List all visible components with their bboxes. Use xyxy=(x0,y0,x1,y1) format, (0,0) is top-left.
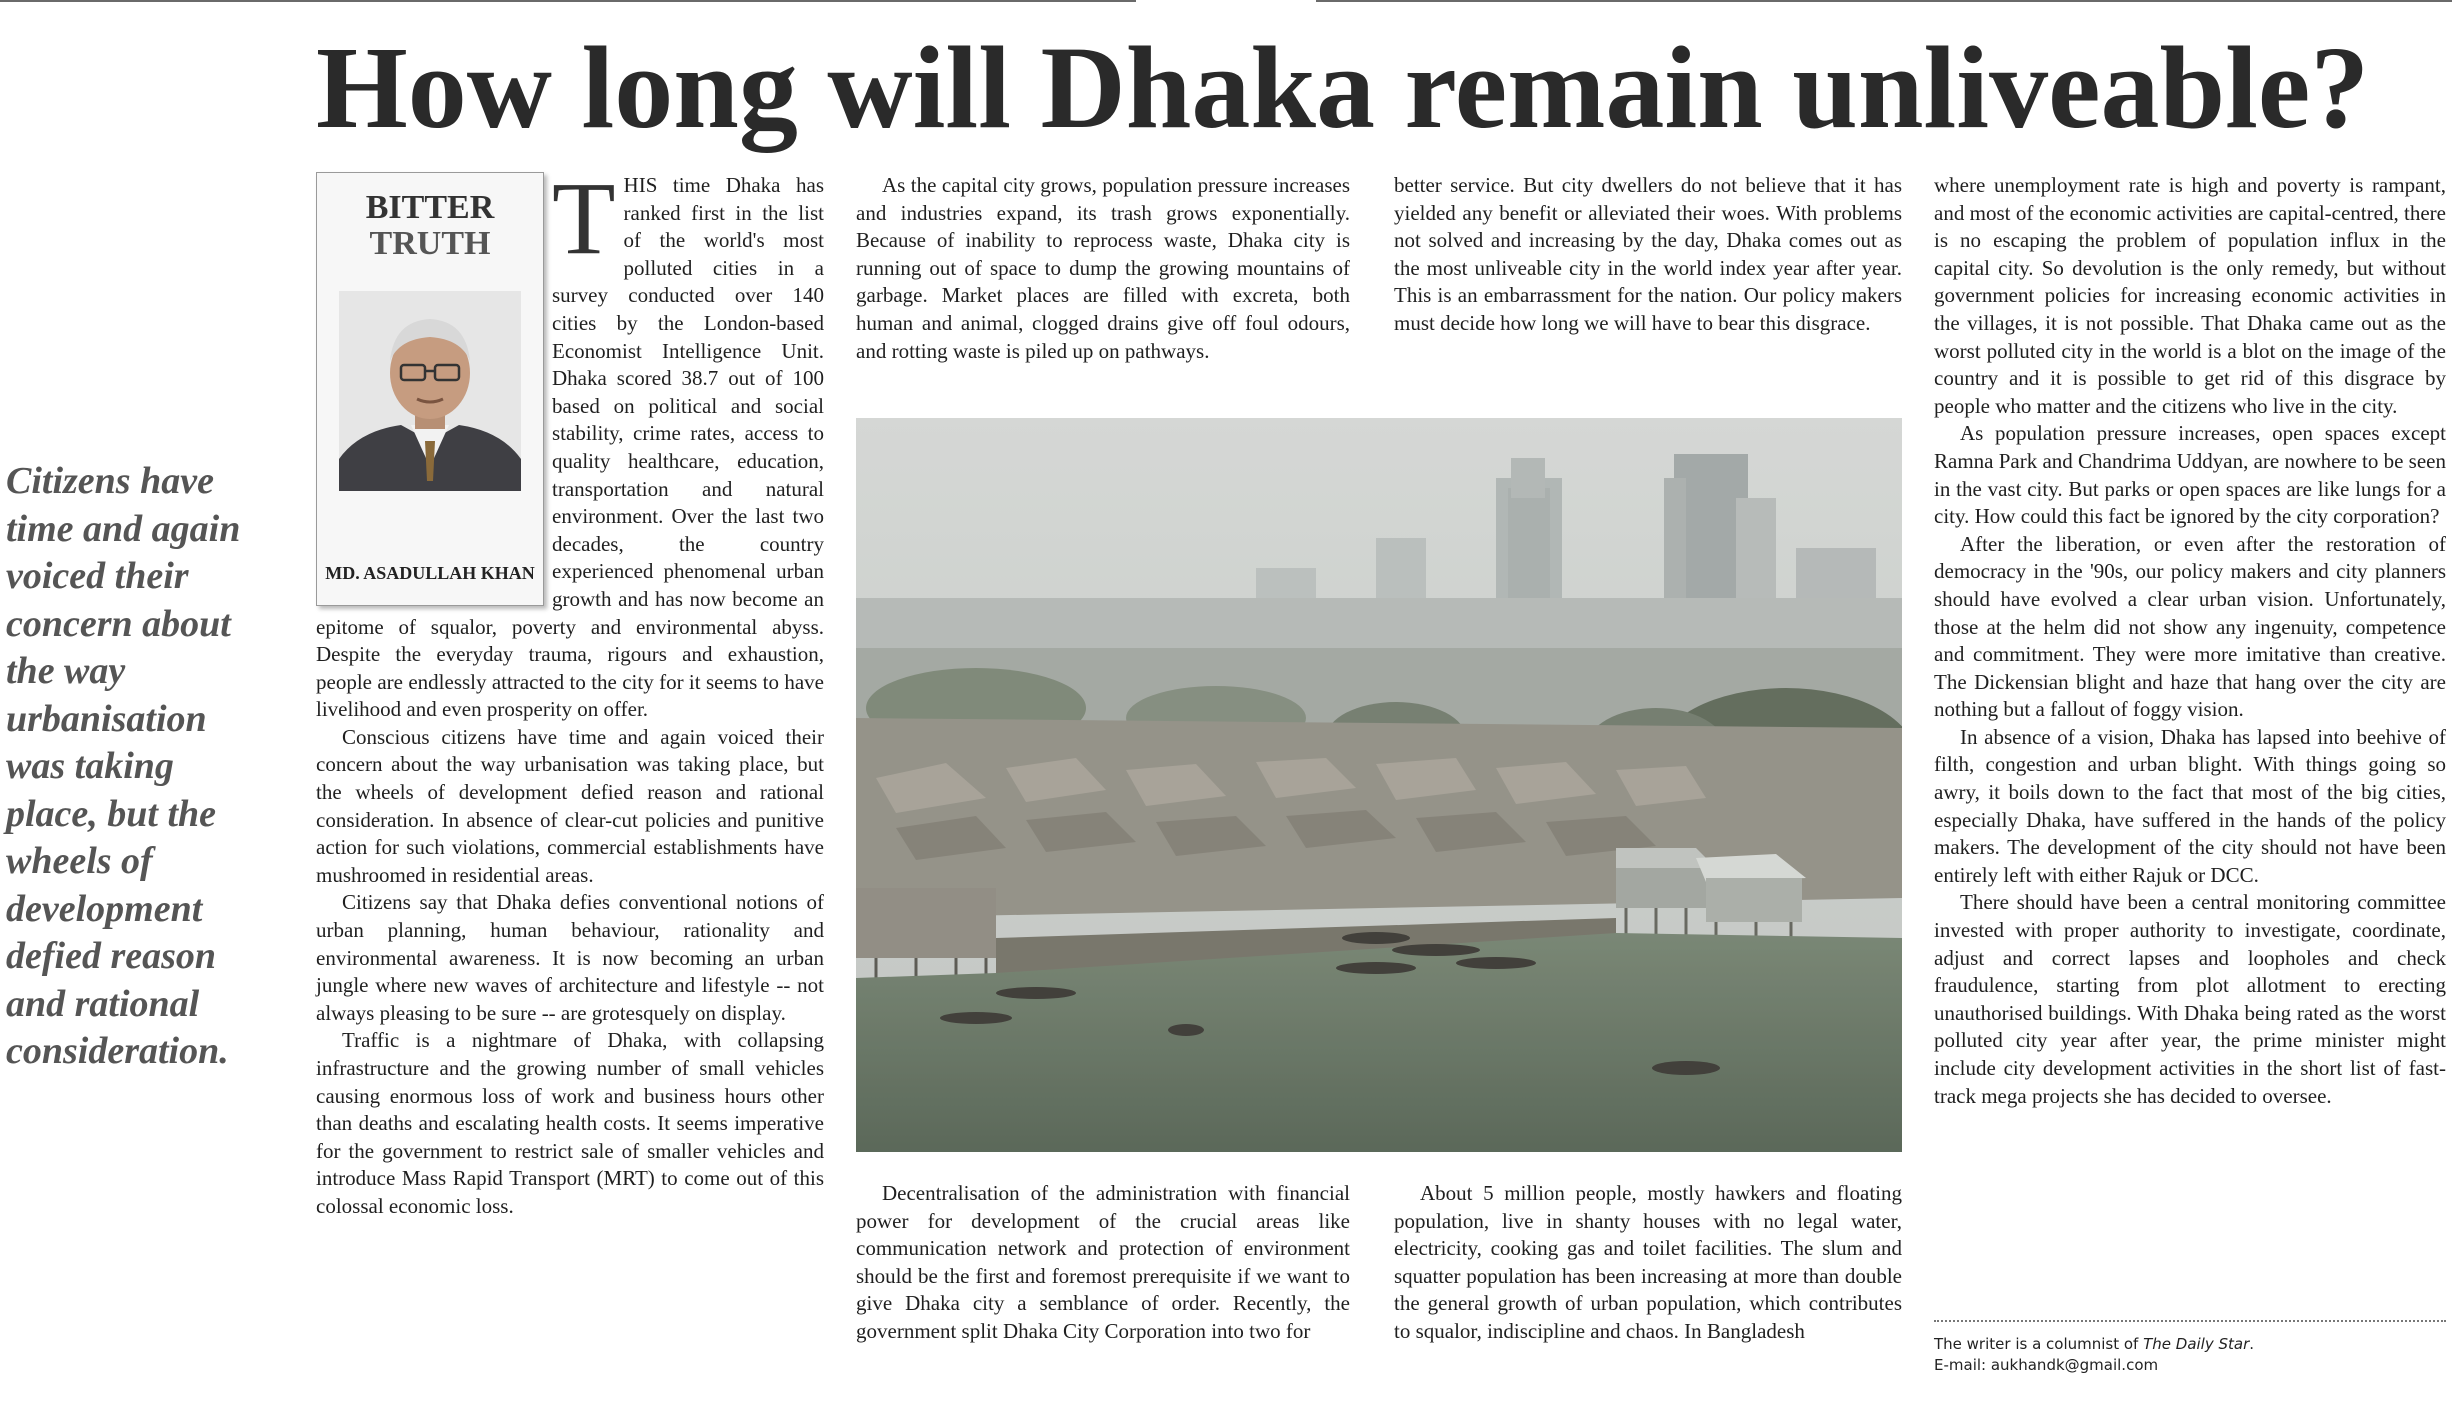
paragraph-13: There should have been a central monitoring committee invested with proper authority to investigate, coordinate, adjust and correct lapses and loopholes and check fraudulence, starting from plot allotment to erecting unauthorised buildings. With Dhaka being rated as the worst polluted city year after year, the prime minister might include city development activities in the short list of fast-track mega projects she has decided to oversee. xyxy=(1934,890,2446,1108)
author-name: MD. ASADULLAH KHAN xyxy=(325,563,535,583)
top-rule-left xyxy=(0,0,1136,2)
writer-credit xyxy=(1934,1334,2254,1355)
writer-credit-prefix: The writer is a columnist of xyxy=(1934,1335,2144,1353)
paragraph-2: Conscious citizens have time and again voiced their concern about the way urbanisation was taking place, but the wheels of development defied reason and rational consideration. In absence of clear-cut policies and punitive action for such violations, commercial establishments have mushroomed in residential areas. xyxy=(316,724,824,887)
headline: How long will Dhaka remain unliveable? xyxy=(316,22,2370,153)
article-column-2-bottom xyxy=(856,1180,1350,1346)
article-column-3 xyxy=(1394,172,1902,338)
column-byline-box xyxy=(316,172,544,606)
column-title-line-2: TRUTH xyxy=(369,225,491,262)
writer-email: E-mail: aukhandk@gmail.com xyxy=(1934,1356,2159,1374)
paragraph-10: As population pressure increases, open spaces except Ramna Park and Chandrima Uddyan, are nowhere to be seen in the vast city. But parks or open spaces are like lungs for a city. How could this fact be ignored by the city corporation? xyxy=(1934,421,2446,529)
paragraph-6: Decentralisation of the administration with financial power for development of the crucial areas like communication network and protection of environment should be the first and foremost prerequisite if we want to give Dhaka city a semblance of order. Recently, the government split Dhaka City Corporation into two for xyxy=(856,1181,1350,1343)
article-column-2 xyxy=(856,172,1350,365)
paragraph-4: Traffic is a nightmare of Dhaka, with collapsing infrastructure and the growing number of small vehicles causing enormous loss of work and business hours other than deaths and escalating health costs. It seems imperative for the government to restrict sale of smaller vehicles and introduce Mass Rapid Transport (MRT) to come out of this colossal economic loss. xyxy=(316,1028,824,1218)
paragraph-5: As the capital city grows, population pressure increases and industries expand, its trash grows exponentially. Because of inability to reprocess waste, Dhaka city is running out of space to dump the growing mountains of garbage. Market places are filled with excreta, both human and animal, clogged drains give off foul odours, and rotting waste is piled up on pathways. xyxy=(856,173,1350,363)
writer-note xyxy=(1934,1334,2254,1376)
article-column-3-bottom xyxy=(1394,1180,1902,1346)
drop-cap: T xyxy=(552,161,616,276)
footer-divider xyxy=(1934,1320,2446,1322)
paragraph-7: better service. But city dwellers do not believe that it has yielded any benefit or alleviated their woes. With problems not solved and increasing by the day, Dhaka comes out as the most unliveable city in the world index year after year. This is an embarrassment for the nation. Our policy makers must decide how long we will have to bear this disgrace. xyxy=(1394,173,1902,335)
paragraph-8: About 5 million people, mostly hawkers and floating population, live in shanty houses with no legal water, electricity, cooking gas and toilet facilities. The slum and squatter population has been increasing at more than double the general growth of urban population, which contributes to squalor, indiscipline and chaos. In Bangladesh xyxy=(1394,1181,1902,1343)
writer-credit-suffix: . xyxy=(2249,1335,2255,1353)
top-rule-right xyxy=(1316,0,2452,2)
author-photo xyxy=(339,291,521,491)
publication-name: The Daily Star xyxy=(2143,1335,2250,1353)
paragraph-12: In absence of a vision, Dhaka has lapsed into beehive of filth, congestion and urban blight. With things going so awry, it boils down to the fact that most of the big cities, especially Dhaka, have suffered in the hands of the policy makers. The development of the city should not have been entirely left with either Rajuk or DCC. xyxy=(1934,724,2446,887)
pull-quote: Citizens have time and again voiced their concern about the way urbanisation was taking place, but the wheels of development defied reason and rational consideration. xyxy=(6,460,241,1072)
article-column-4 xyxy=(1934,172,2446,1110)
paragraph-9: where unemployment rate is high and poverty is rampant, and most of the economic activities are capital-centred, there is no escaping the problem of population influx in the capital city. So devolution is the only remedy, but without government policies for increasing economic activities in the villages, it is not possible. That Dhaka came out as the worst polluted city in the world is a blot on the image of the country and it is possible to get rid of this disgrace by people who matter and the citizens who live in the city. xyxy=(1934,173,2446,418)
dhaka-slum-photo xyxy=(856,418,1902,1152)
paragraph-1: HIS time Dhaka has ranked first in the list of the world's most polluted cities in a survey conducted over 140 cities by the London-based Economist Intelligence Unit. Dhaka scored 38.7 out of 100 based on political and social stability, crime rates, access to quality healthcare, education, transportation and natural environment. Over the last two decades, the country experienced phenomenal urban growth and has now become an epitome of squalor, poverty and environmental abyss. Despite the everyday trauma, rigours and exhaustion, people are endlessly attracted to the city for it seems to have livelihood and even prosperity on offer. xyxy=(316,173,824,722)
paragraph-11: After the liberation, or even after the restoration of democracy in the '90s, our policy makers and city planners should have evolved a clear urban vision. Unfortunately, those at the helm did not show any ingenuity, competence and commitment. They were more imitative than creative. The Dickensian blight and haze that hang over the city are nothing but a fallout of foggy vision. xyxy=(1934,531,2446,722)
paragraph-3: Citizens say that Dhaka defies conventional notions of urban planning, human behaviour, rationality and environmental awareness. It is now becoming an urban jungle where new waves of architecture and lifestyle -- not always pleasing to be sure -- are grotesquely on display. xyxy=(316,890,824,1025)
column-title-line-1: BITTER xyxy=(365,189,495,226)
